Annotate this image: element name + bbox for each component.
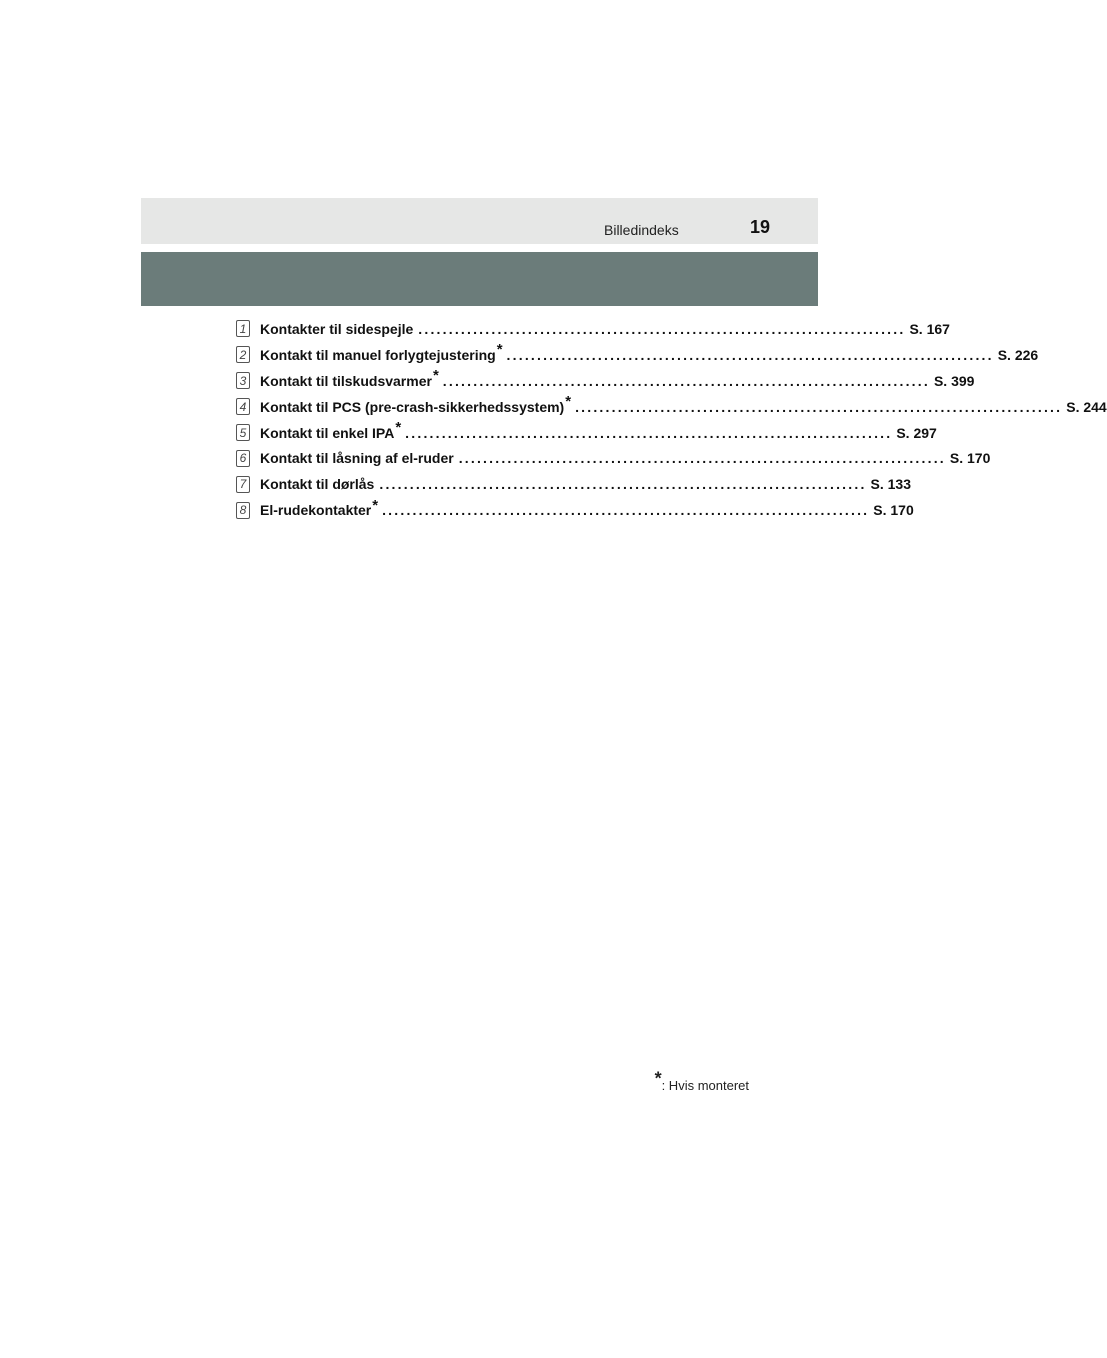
- item-number-badge: 3: [236, 372, 250, 389]
- footnote-star: *: [432, 367, 439, 385]
- dot-leader: ................................................................................: [458, 450, 946, 467]
- footnote-star: *: [395, 418, 402, 436]
- footnote-text: : Hvis monteret: [661, 1078, 749, 1093]
- footnote-star: *: [654, 1068, 662, 1089]
- dot-leader: ................................................................................: [379, 476, 867, 493]
- index-entry[interactable]: [236, 341, 1039, 368]
- dot-leader: ................................................................................: [575, 398, 1063, 415]
- entry-label: Kontakt til tilskudsvarmer*: [260, 367, 439, 389]
- dot-leader: ................................................................................: [506, 346, 994, 363]
- section-title: Billedindeks: [604, 222, 679, 238]
- index-entry[interactable]: [236, 367, 975, 394]
- entry-label: Kontakt til manuel forlygtejustering*: [260, 341, 503, 363]
- item-number-badge: 2: [236, 346, 250, 363]
- item-number-badge: 5: [236, 424, 250, 441]
- entry-label: Kontakt til PCS (pre-crash-sikkerhedssystem)*: [260, 392, 572, 415]
- item-number-badge: 6: [236, 450, 250, 467]
- item-number-badge: 4: [236, 398, 250, 415]
- index-entry[interactable]: [236, 496, 914, 523]
- entry-label: El-rudekontakter*: [260, 496, 379, 519]
- entry-label: Kontakter til sidespejle: [260, 320, 414, 337]
- index-entry[interactable]: [236, 316, 950, 342]
- page-reference[interactable]: S. 297: [896, 424, 937, 441]
- header-band: [141, 198, 818, 244]
- entry-label: Kontakt til dørlås: [260, 476, 375, 493]
- index-entry[interactable]: [236, 445, 991, 471]
- page-number: 19: [750, 217, 771, 237]
- page-reference[interactable]: S. 170: [949, 450, 991, 467]
- footnote-star: *: [496, 341, 503, 359]
- footnote: [654, 1068, 749, 1093]
- page-reference[interactable]: S. 170: [873, 502, 914, 519]
- index-list: [236, 316, 1107, 523]
- entry-label: Kontakt til låsning af el-ruder: [260, 450, 454, 467]
- page-reference[interactable]: S. 226: [997, 346, 1039, 363]
- footnote-star: *: [565, 392, 572, 410]
- dot-leader: ................................................................................: [418, 320, 906, 337]
- page-reference[interactable]: S. 399: [933, 372, 975, 389]
- index-entry[interactable]: [236, 418, 937, 446]
- entry-label: Kontakt til enkel IPA*: [260, 418, 402, 441]
- section-banner: [141, 252, 818, 306]
- item-number-badge: 8: [236, 502, 250, 519]
- item-number-badge: 7: [236, 476, 250, 493]
- footnote-star: *: [372, 496, 379, 514]
- index-entry[interactable]: [236, 392, 1107, 420]
- page-reference[interactable]: S. 167: [909, 320, 950, 337]
- dot-leader: ................................................................................: [442, 372, 930, 389]
- page-reference[interactable]: S. 244: [1066, 398, 1107, 415]
- item-number-badge: 1: [236, 320, 250, 337]
- page-reference[interactable]: S. 133: [870, 476, 912, 493]
- dot-leader: ................................................................................: [405, 424, 893, 441]
- index-entry[interactable]: [236, 471, 912, 497]
- dot-leader: ................................................................................: [382, 502, 870, 519]
